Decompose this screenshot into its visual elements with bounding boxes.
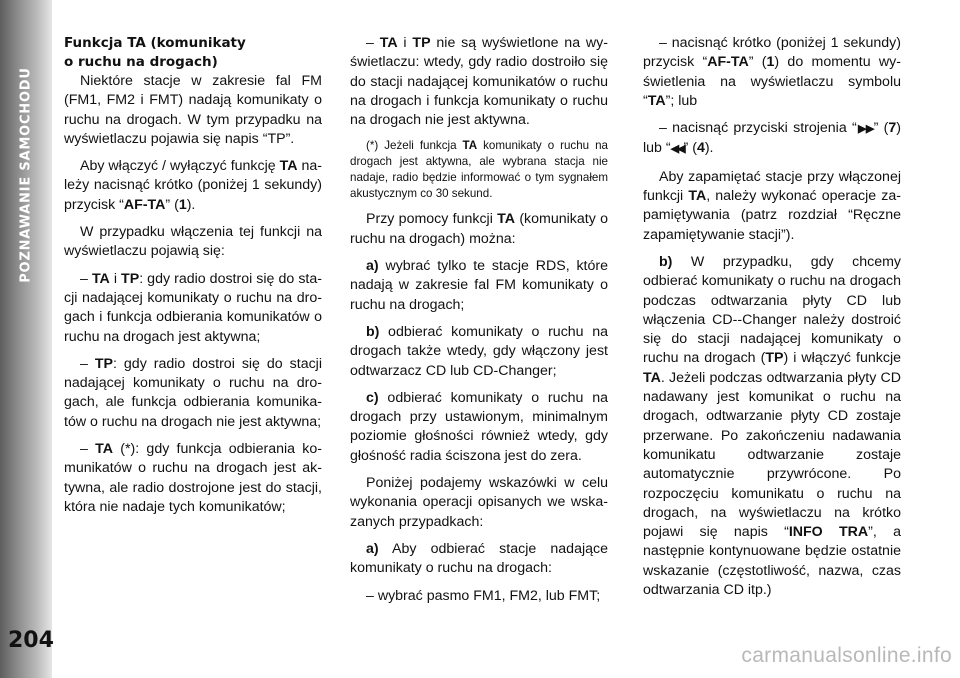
list-item: c) odbierać komunikaty o ruchu na drogach przy ustawionym, minimalnym poziomie głośności również wtedy, gdy głośność radia ściszona jest do zera. [350,389,608,464]
paragraph: Poniżej podajemy wskazówki w celu wykonania operacji opisanych we wskazanych przypadkach: [350,475,608,530]
watermark: carmanualsonline.info [741,644,952,667]
list-item: – nacisnąć krótko (poniżej 1 sekundy) przycisk “AF-TA” (1) do momentu wyświetlenia na wyświetlaczu symbolu “TA”; lub [643,35,902,109]
paragraph: Aby zapamiętać stacje przy włączonej funkcji TA, należy wykonać operacje zapamiętywania (patrz rozdział “Ręczne zapamiętywanie stacji”). [643,168,901,243]
footnote: (*) Jeżeli funkcja TA komunikaty o ruchu na drogach jest aktywna, ale wybrana stacja nie nadaje, radio będzie informować o tym sygnałem akustycznym co 30 sekund. [350,139,608,201]
list-item: – TP: gdy radio dostroi się do stacji nadającej komunikaty o ruchu na drogach, ale funkcja odbierania komunikatów o ruchu na drogach nie jest aktywna; [64,355,322,430]
paragraph: Niektóre stacje w zakresie fal FM (FM1, FM2 i FMT) nadają komunikaty o ruchu na drogach. W tym przypadku na wyświetlaczu pojawia się napis “TP”. [64,73,322,147]
list-item: – wybrać pasmo FM1, FM2, lub FMT; [366,587,601,604]
paragraph: W przypadku włączenia tej funkcji na wyświetlaczu pojawią się: [64,224,322,260]
list-item: b) odbierać komunikaty o ruchu na drogach także wtedy, gdy włączony jest odtwarzacz CD lub CD-Changer; [350,323,608,379]
text-column-1 [64,34,322,525]
list-item: a) wybrać tylko te stacje RDS, które nadają w zakresie fal FM komunikaty o ruchu na drogach; [350,258,608,313]
list-item: – TA i TP: gdy radio dostroi się do stacji nadającej komunikaty o ruchu na drogach i funkcja odbierania komunikatów o ruchu na drogach jest aktywna; [64,270,322,345]
text-column-2 [350,34,608,614]
list-item: – TA (*): gdy funkcja odbierania komunikatów o ruchu na drogach jest aktywna, ale radio dostrojone jest do stacji, która nie nadaje tych komunikatów; [64,441,322,515]
paragraph: Aby włączyć / wyłączyć funkcję TA należy nacisnąć krótko (poniżej 1 sekundy) przycisk “AF-TA” (1). [64,158,322,213]
text-column-3 [643,34,901,608]
page-number: 204 [8,628,54,653]
section-label: POZNAWANIE SAMOCHODU [18,67,34,283]
fast-forward-icon: ▶▶ [856,123,874,136]
list-item: a) Aby odbierać stacje nadające komunikaty o ruchu na drogach: [350,540,608,577]
section-sidebar [0,0,52,678]
list-item: – nacisnąć przyciski strojenia “▶▶” (7) lub “◀◀” (4). [643,120,901,157]
paragraph: Przy pomocy funkcji TA (komunikaty o ruchu na drogach) można: [350,211,608,247]
list-item: – TA i TP nie są wyświetlone na wyświetlaczu: wtedy, gdy radio dostroiło się do stacji nadającej komunikatów o ruchu na drogach i funkcja komunikaty o ruchu na drogach nie jest aktywna. [350,35,608,129]
rewind-icon: ◀◀ [670,143,684,156]
section-title-line-1: Funkcja TA (komunikaty [64,35,246,51]
section-title [64,34,322,72]
paragraph: b) W przypadku, gdy chcemy odbierać komunikaty o ruchu na drogach podczas odtwarzania płyty CD lub włączenia CD--Changer należy dostroić się do stacji nadającej komunikaty o ruchu na drogach (TP) i włączyć funkcje TA. Jeżeli podczas odtwarzania płyty CD nadawany jest komunikat o ruchu na drogach, odtwarzanie płyty CD zostaje przerwane. Po zakończeniu nadawania komunikatu odtwarzanie zostaje automatycznie przywrócone. Po rozpoczęciu komunikatu o ruchu na drogach, na wyświetlaczu na krótko pojawi się napis “INFO TRA”, a następnie kontynuowane będzie ostatnie wskazanie (częstotliwość, nazwa, czas odtwarzania CD itp.) [643,253,901,599]
section-title-line-2: o ruchu na drogach) [64,54,218,70]
